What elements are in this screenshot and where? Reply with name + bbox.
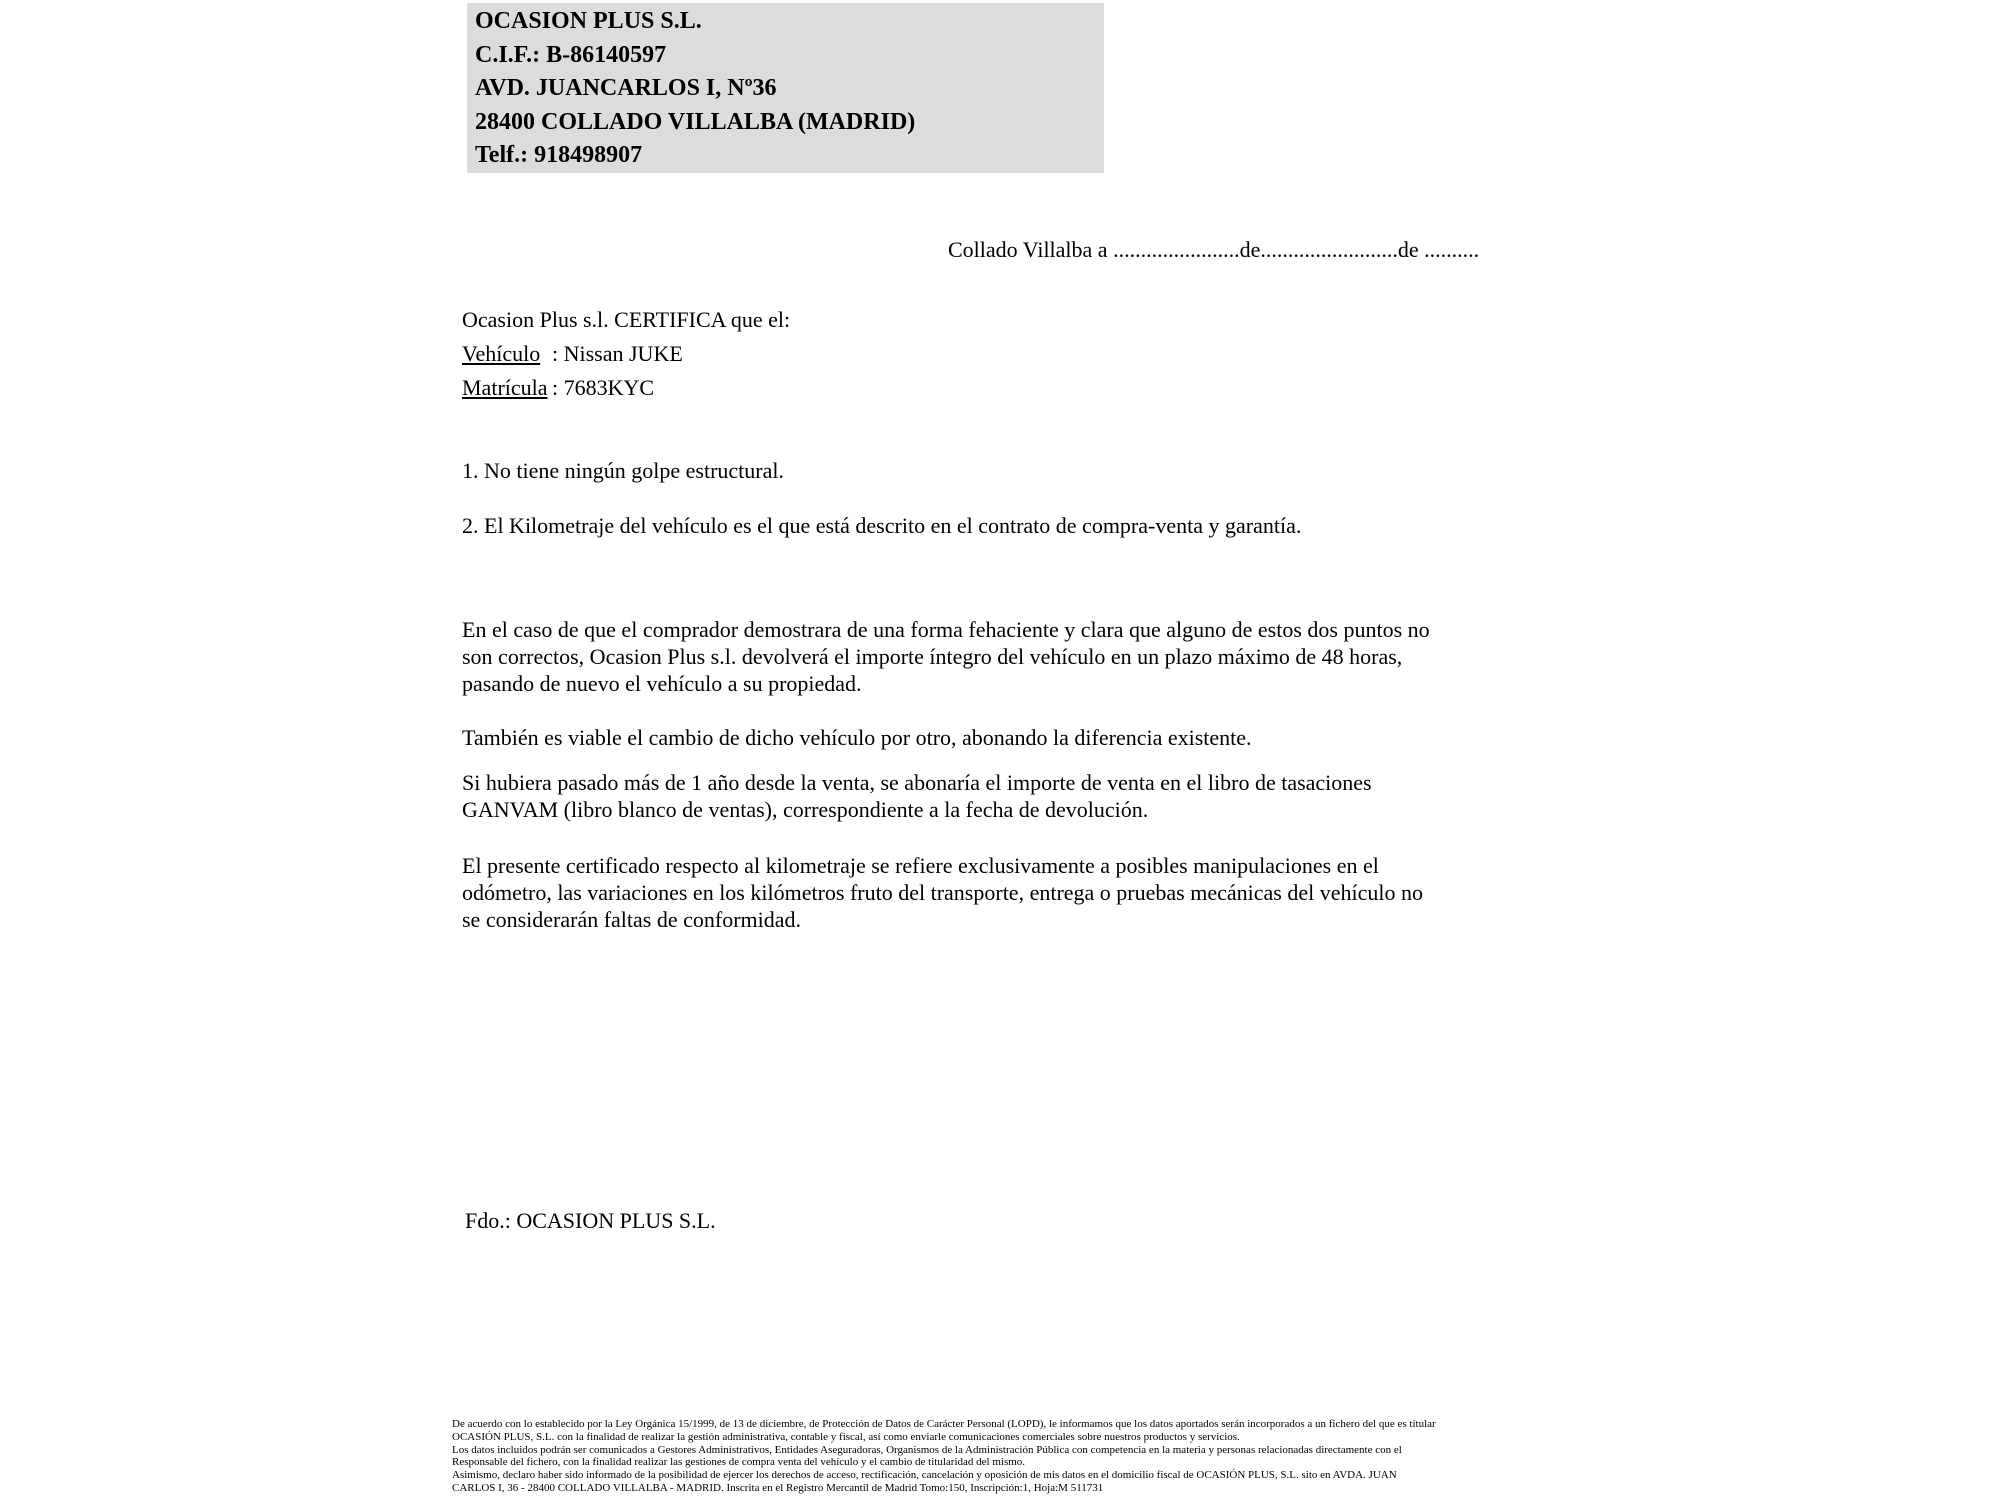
company-cif-line: C.I.F.: B-86140597 <box>475 41 667 68</box>
paragraph-line: El presente certificado respecto al kilometraje se refiere exclusivamente a posibles manipulaciones en el <box>462 853 1379 878</box>
company-phone-line: Telf.: 918498907 <box>475 142 643 168</box>
certification-intro: Ocasion Plus s.l. CERTIFICA que el: <box>462 307 791 332</box>
legal-line: CARLOS I, 36 - 28400 COLLADO VILLALBA - MADRID. Inscrita en el Registro Mercantil de Madrid Tomo:150, Inscripción:1, Hoja:M 511731 <box>452 1481 1104 1494</box>
signature-line: Fdo.: OCASION PLUS S.L. <box>465 1208 716 1233</box>
paragraph-exchange <box>462 724 1252 751</box>
vehicle-label: Vehículo <box>462 341 541 366</box>
legal-footer <box>452 1418 1582 1495</box>
paragraph-line: En el caso de que el comprador demostrara de una forma fehaciente y clara que alguno de estos dos puntos no <box>462 617 1430 642</box>
paragraph-line: son correctos, Ocasion Plus s.l. devolverá el importe íntegro del vehículo en un plazo máximo de 48 horas, <box>462 644 1403 669</box>
company-postal-city-line: 28400 COLLADO VILLALBA (MADRID) <box>475 108 916 135</box>
plate-label: Matrícula <box>462 375 548 400</box>
legal-line: Asimismo, declaro haber sido informado de la posibilidad de ejercer los derechos de acceso, rectificación, cancelación y oposición de mis datos en el domicilio fiscal de OCASIÓN PLUS, S.L. sito en AVDA. JUAN <box>452 1469 1397 1482</box>
company-header-block <box>467 3 1104 173</box>
paragraph-refund <box>462 616 1430 697</box>
company-name: OCASION PLUS S.L. <box>475 8 702 34</box>
date-line: Collado Villalba a .......................de.........................de .......... <box>948 237 1480 262</box>
plate-value: : 7683KYC <box>552 375 655 400</box>
condition-point-2: 2. El Kilometraje del vehículo es el que está descrito en el contrato de compra-venta y garantía. <box>462 513 1302 538</box>
paragraph-line: Si hubiera pasado más de 1 año desde la venta, se abonaría el importe de venta en el libro de tasaciones <box>462 770 1372 795</box>
legal-line: De acuerdo con lo establecido por la Ley Orgánica 15/1999, de 13 de diciembre, de Protección de Datos de Carácter Personal (LOPD), le informamos que los datos aportados serán incorporados a un fichero del que es titular <box>452 1418 1436 1430</box>
paragraph-line: pasando de nuevo el vehículo a su propiedad. <box>462 671 862 696</box>
paragraph-odometer <box>462 852 1423 933</box>
legal-line: OCASIÓN PLUS, S.L. con la finalidad de realizar la gestión administrativa, contable y fiscal, así como enviarle comunicaciones comerciales sobre nuestros productos y servicios. <box>452 1430 1240 1443</box>
certification-block <box>462 303 790 405</box>
paragraph-line: odómetro, las variaciones en los kilómetros fruto del transporte, entrega o pruebas mecánicas del vehículo no <box>462 880 1423 905</box>
legal-line: Responsable del fichero, con la finalidad realizar las gestiones de compra venta del vehículo y el cambio de titularidad del mismo. <box>452 1456 1026 1469</box>
company-address-line: AVD. JUANCARLOS I, Nº36 <box>475 75 777 101</box>
legal-line: Los datos incluidos podrán ser comunicados a Gestores Administrativos, Entidades Aseguradoras, Organismos de la Administración Pública con competencia en la materia y personas relacionadas directamente con el <box>452 1443 1402 1456</box>
condition-point-1: 1. No tiene ningún golpe estructural. <box>462 458 784 483</box>
paragraph-line: se considerarán faltas de conformidad. <box>462 907 802 932</box>
plate-field-row <box>462 371 790 405</box>
vehicle-value: : Nissan JUKE <box>552 341 683 366</box>
paragraph-ganvam <box>462 769 1372 823</box>
paragraph-line: También es viable el cambio de dicho vehículo por otro, abonando la diferencia existente. <box>462 725 1252 750</box>
paragraph-line: GANVAM (libro blanco de ventas), correspondiente a la fecha de devolución. <box>462 797 1149 822</box>
vehicle-field-row <box>462 337 790 371</box>
